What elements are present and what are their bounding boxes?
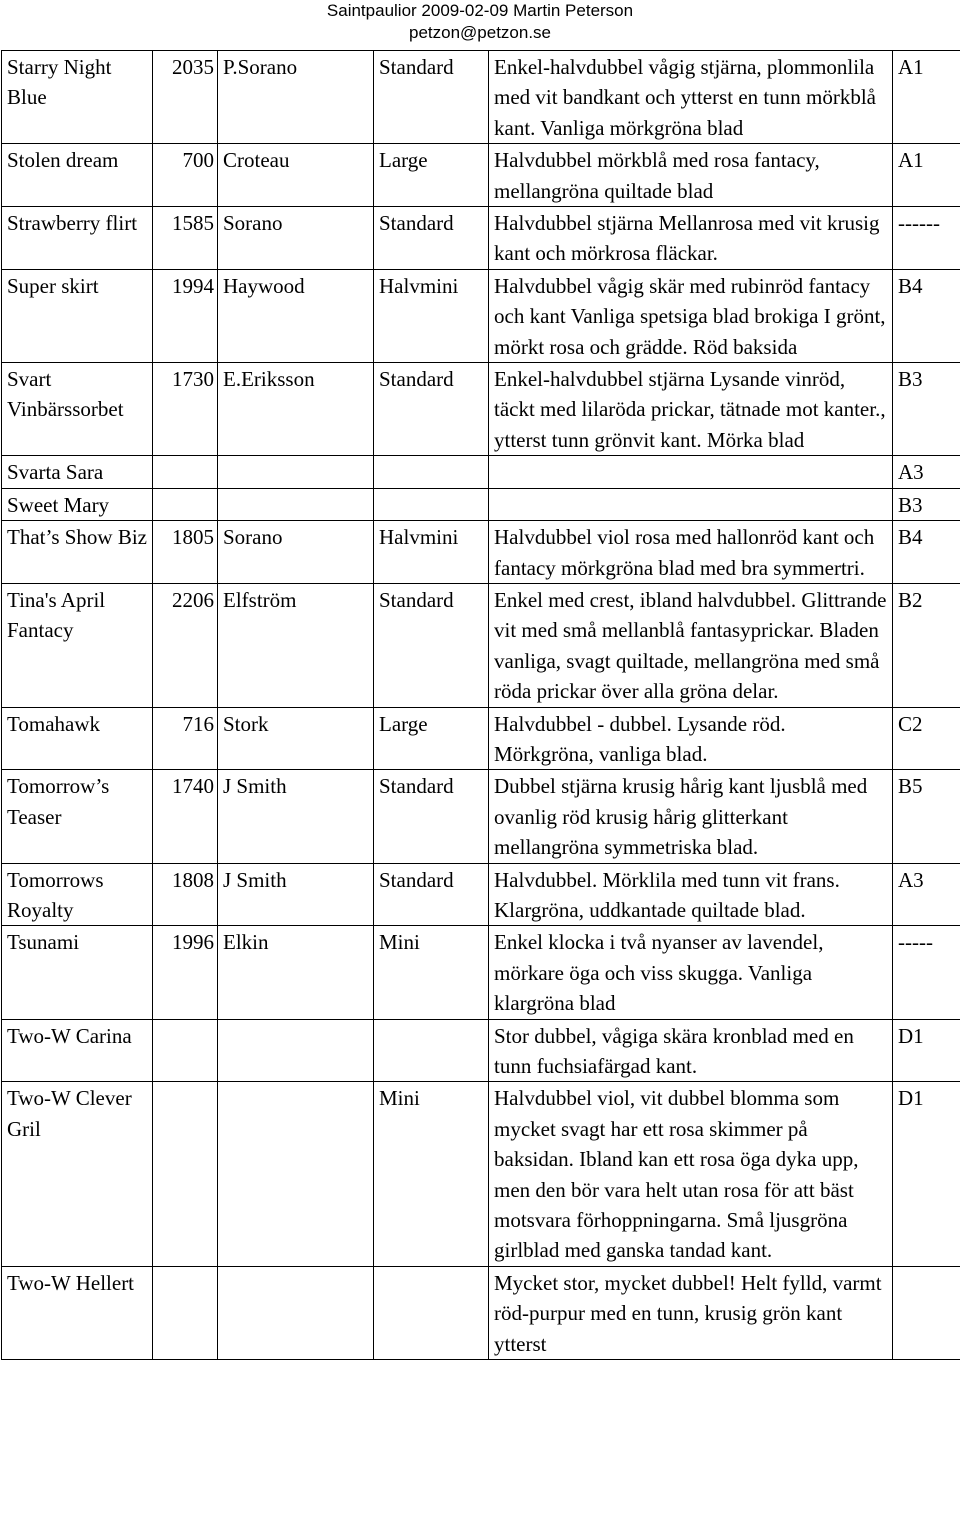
table-row [2,926,960,1019]
description-cell: Enkel-halvdubbel stjärna Lysande vinröd, täckt med lilaröda prickar, tätnade mot kanter., ytterst tunn grönvit kant. Mörka blad [489,363,893,456]
registration-number-cell: 700 [153,144,218,207]
table-row [2,207,960,270]
hybridizer-cell: Haywood [218,269,374,362]
size-cell: Large [374,144,489,207]
header-email: petzon@petzon.se [408,23,552,42]
size-cell: Standard [374,363,489,456]
hybridizer-cell: J Smith [218,770,374,863]
variety-name-cell: Sweet Mary [2,488,153,520]
description-cell [489,488,893,520]
table-row [2,1019,960,1082]
size-cell: Large [374,707,489,770]
registration-number-cell: 1805 [153,521,218,584]
variety-name-cell: Tsunami [2,926,153,1019]
variety-name-cell: Two-W Hellert [2,1266,153,1359]
grade-cell: ----- [893,926,960,1019]
table-row [2,863,960,926]
description-cell: Stor dubbel, vågiga skära kronblad med en tunn fuchsiafärgad kant. [489,1019,893,1082]
variety-table [1,50,960,1360]
variety-name-cell: Two-W Clever Gril [2,1082,153,1266]
registration-number-cell [153,1266,218,1359]
grade-cell: B5 [893,770,960,863]
grade-cell: ------ [893,207,960,270]
grade-cell: D1 [893,1082,960,1266]
description-cell: Enkel klocka i två nyanser av lavendel, mörkare öga och viss skugga. Vanliga klargröna blad [489,926,893,1019]
size-cell: Mini [374,926,489,1019]
size-cell [374,1266,489,1359]
registration-number-cell: 716 [153,707,218,770]
hybridizer-cell: Sorano [218,521,374,584]
size-cell [374,1019,489,1082]
hybridizer-cell [218,456,374,488]
grade-cell: A3 [893,456,960,488]
hybridizer-cell [218,1082,374,1266]
variety-table-body [2,51,960,1360]
description-cell: Enkel-halvdubbel vågig stjärna, plommonlila med vit bandkant och ytterst en tunn mörkblå kant. Vanliga mörkgröna blad [489,51,893,144]
variety-name-cell: Tina's April Fantacy [2,583,153,707]
registration-number-cell: 1808 [153,863,218,926]
table-row [2,583,960,707]
hybridizer-cell: E.Eriksson [218,363,374,456]
size-cell [374,456,489,488]
description-cell: Mycket stor, mycket dubbel! Helt fylld, varmt röd-purpur med en tunn, krusig grön kant ytterst [489,1266,893,1359]
variety-name-cell: Svart Vinbärssorbet [2,363,153,456]
hybridizer-cell: Croteau [218,144,374,207]
page-header [0,0,960,44]
registration-number-cell: 1730 [153,363,218,456]
grade-cell: C2 [893,707,960,770]
hybridizer-cell: Stork [218,707,374,770]
header-title: Saintpaulior 2009-02-09 Martin Peterson [326,1,634,20]
variety-name-cell: Strawberry flirt [2,207,153,270]
table-row [2,363,960,456]
hybridizer-cell: P.Sorano [218,51,374,144]
size-cell: Standard [374,583,489,707]
variety-name-cell: That’s Show Biz [2,521,153,584]
hybridizer-cell: J Smith [218,863,374,926]
description-cell: Enkel med crest, ibland halvdubbel. Glittrande vit med små mellanblå fantasyprickar. Bladen vanliga, svagt quiltade, mellangröna med små röda prickar över alla gröna delar. [489,583,893,707]
grade-cell: B4 [893,521,960,584]
description-cell: Halvdubbel vågig skär med rubinröd fantacy och kant Vanliga spetsiga blad brokiga I grönt, mörkt rosa och grädde. Röd baksida [489,269,893,362]
variety-name-cell: Svarta Sara [2,456,153,488]
grade-cell: B3 [893,488,960,520]
registration-number-cell: 1996 [153,926,218,1019]
table-row [2,1266,960,1359]
description-cell: Halvdubbel mörkblå med rosa fantacy, mellangröna quiltade blad [489,144,893,207]
registration-number-cell: 2206 [153,583,218,707]
variety-name-cell: Tomahawk [2,707,153,770]
hybridizer-cell [218,488,374,520]
registration-number-cell: 1994 [153,269,218,362]
grade-cell: B3 [893,363,960,456]
size-cell: Standard [374,51,489,144]
description-cell [489,456,893,488]
size-cell [374,488,489,520]
grade-cell: D1 [893,1019,960,1082]
table-row [2,269,960,362]
size-cell: Halvmini [374,269,489,362]
table-row [2,1082,960,1266]
variety-name-cell: Two-W Carina [2,1019,153,1082]
hybridizer-cell [218,1266,374,1359]
table-row [2,488,960,520]
registration-number-cell: 1585 [153,207,218,270]
registration-number-cell [153,1019,218,1082]
variety-name-cell: Tomorrows Royalty [2,863,153,926]
table-row [2,707,960,770]
size-cell: Halvmini [374,521,489,584]
grade-cell: A3 [893,863,960,926]
table-row [2,456,960,488]
hybridizer-cell [218,1019,374,1082]
table-row [2,51,960,144]
registration-number-cell [153,1082,218,1266]
grade-cell: A1 [893,51,960,144]
size-cell: Mini [374,1082,489,1266]
description-cell: Halvdubbel - dubbel. Lysande röd. Mörkgröna, vanliga blad. [489,707,893,770]
table-row [2,770,960,863]
grade-cell: B2 [893,583,960,707]
description-cell: Dubbel stjärna krusig hårig kant ljusblå med ovanlig röd krusig hårig glitterkant mellangröna symmetriska blad. [489,770,893,863]
grade-cell: A1 [893,144,960,207]
hybridizer-cell: Sorano [218,207,374,270]
description-cell: Halvdubbel viol rosa med hallonröd kant och fantacy mörkgröna blad med bra symmertri. [489,521,893,584]
registration-number-cell [153,488,218,520]
description-cell: Halvdubbel viol, vit dubbel blomma som mycket svagt har ett rosa skimmer på baksidan. Ibland kan ett rosa öga dyka upp, men den bör vara helt utan rosa för att bäst motsvara förhoppningarna. Små ljusgröna girlblad med ganska tandad kant. [489,1082,893,1266]
variety-name-cell: Tomorrow’s Teaser [2,770,153,863]
registration-number-cell: 2035 [153,51,218,144]
variety-name-cell: Super skirt [2,269,153,362]
variety-name-cell: Stolen dream [2,144,153,207]
size-cell: Standard [374,770,489,863]
hybridizer-cell: Elfström [218,583,374,707]
description-cell: Halvdubbel stjärna Mellanrosa med vit krusig kant och mörkrosa fläckar. [489,207,893,270]
description-cell: Halvdubbel. Mörklila med tunn vit frans. Klargröna, uddkantade quiltade blad. [489,863,893,926]
table-row [2,144,960,207]
grade-cell [893,1266,960,1359]
size-cell: Standard [374,863,489,926]
grade-cell: B4 [893,269,960,362]
hybridizer-cell: Elkin [218,926,374,1019]
registration-number-cell [153,456,218,488]
variety-name-cell: Starry Night Blue [2,51,153,144]
size-cell: Standard [374,207,489,270]
table-row [2,521,960,584]
registration-number-cell: 1740 [153,770,218,863]
